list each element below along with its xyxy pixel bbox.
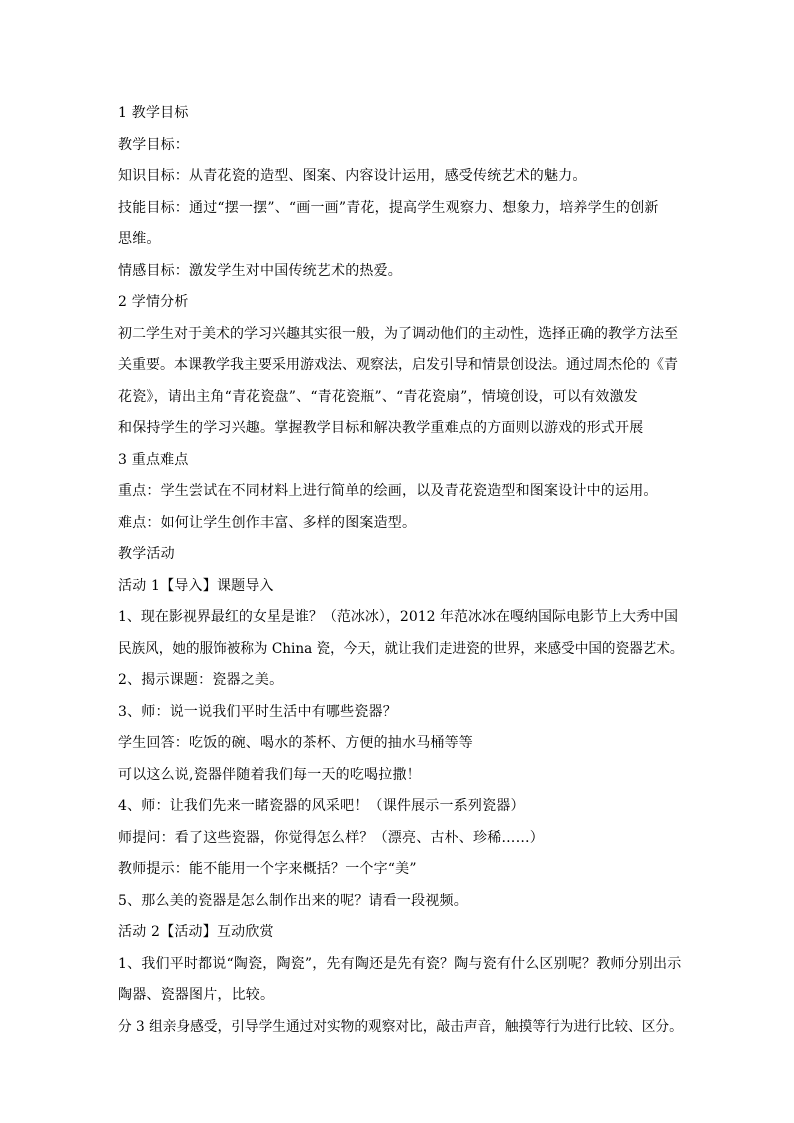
paragraph-line: 学生回答：吃饭的碗、喝水的茶杯、方便的抽水马桶等等 [118,735,473,751]
paragraph-line: 5、那么美的瓷器是怎么制作出来的呢？请看一段视频。 [118,892,468,909]
paragraph-line: 教学目标： [118,136,189,153]
paragraph-line: 花瓷》，请出主角“青花瓷盘”、“青花瓷瓶”、“青花瓷扇”，情境创设，可以有效激发 [118,388,638,405]
paragraph-line: 情感目标：激发学生对中国传统艺术的热爱。 [118,262,402,279]
activity-heading: 活动 1【导入】课题导入 [118,577,274,594]
paragraph-line: 分 3 组亲身感受，引导学生通过对实物的观察对比，敲击声音，触摸等行为进行比较、区分。 [118,1018,683,1035]
paragraph-line: 思维。 [118,231,161,247]
section-heading-key-points: 3 重点难点 [118,451,189,468]
paragraph-line: 重点：学生尝试在不同材料上进行简单的绘画，以及青花瓷造型和图案设计中的运用。 [118,483,658,499]
activity-heading: 活动 2【活动】互动欣赏 [118,924,274,940]
paragraph-line: 关重要。本课教学我主要采用游戏法、观察法，启发引导和情景创设法。通过周杰伦的《青 [118,357,678,373]
section-heading-teaching-activities: 教学活动 [118,546,175,562]
paragraph-line: 可以这么说,瓷器伴随着我们每一天的吃喝拉撒！ [118,766,421,783]
paragraph-line: 陶器、瓷器图片，比较。 [118,987,275,1003]
paragraph-line: 和保持学生的学习兴趣。掌握教学目标和解决教学重难点的方面则以游戏的形式开展 [118,420,644,436]
paragraph-line: 师提问：看了这些瓷器，你觉得怎么样？（漂亮、古朴、珍稀……） [118,829,544,846]
paragraph-line: 2、揭示课题：瓷器之美。 [118,672,284,688]
paragraph-line: 初二学生对于美术的学习兴趣其实很一般，为了调动他们的主动性，选择正确的教学方法至 [118,325,678,342]
document-body [118,98,683,1043]
paragraph-line: 教师提示：能不能用一个字来概括？一个字“美” [118,861,417,877]
paragraph-line: 难点：如何让学生创作丰富、多样的图案造型。 [118,514,417,531]
paragraph-line: 4、师：让我们先来一睹瓷器的风采吧！（课件展示一系列瓷器） [118,798,525,814]
section-heading-teaching-goals: 1 教学目标 [118,105,189,121]
section-heading-student-analysis: 2 学情分析 [118,294,189,310]
paragraph-line: 知识目标：从青花瓷的造型、图案、内容设计运用，感受传统艺术的魅力。 [118,168,587,184]
paragraph-line: 1、我们平时都说“陶瓷，陶瓷”，先有陶还是先有瓷？陶与瓷有什么区别呢？教师分别出示 [118,955,682,972]
paragraph-line: 民族风，她的服饰被称为 China 瓷，今天，就让我们走进瓷的世界，来感受中国的瓷器艺术。 [118,640,684,657]
paragraph-line: 技能目标：通过“摆一摆”、“画一画”青花，提高学生观察力、想象力，培养学生的创新 [118,199,659,216]
paragraph-line: 3、师：说一说我们平时生活中有哪些瓷器？ [118,703,397,720]
paragraph-line: 1、现在影视界最红的女星是谁？（范冰冰），2012 年范冰冰在嘎纳国际电影节上大秀中国 [118,609,678,625]
